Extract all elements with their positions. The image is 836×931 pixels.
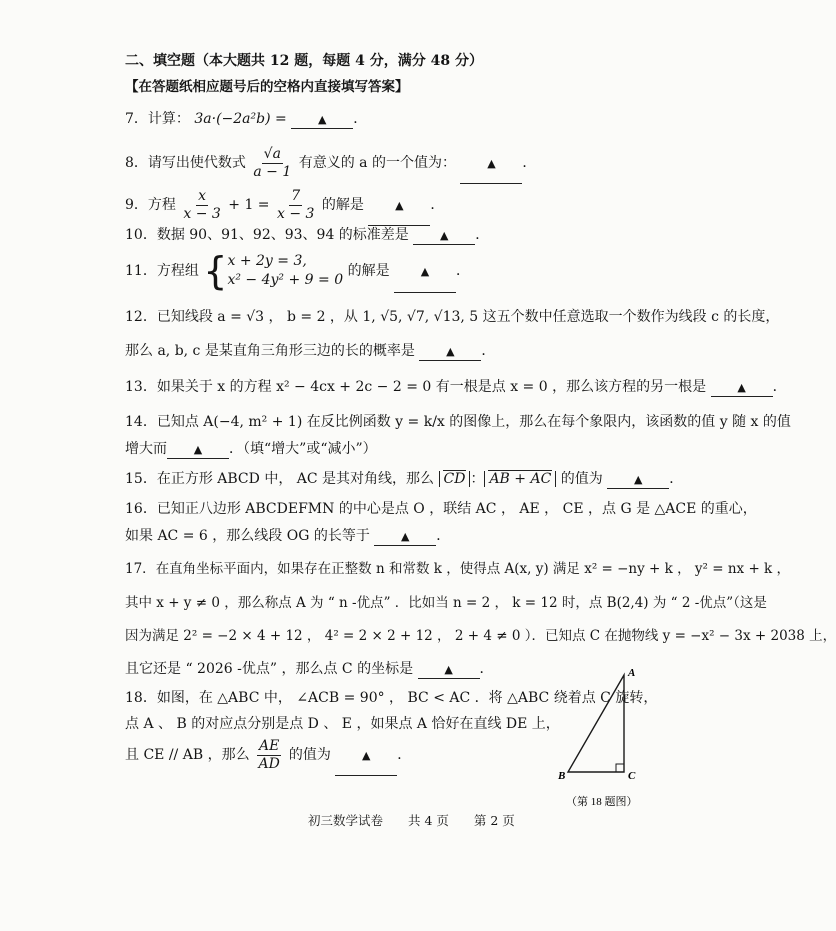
question-text: 的解是 [347, 263, 390, 279]
triangle-marker-icon: ▲ [317, 113, 327, 126]
section-instruction: 【在答题纸相应题号后的空格内直接填写答案】 [125, 79, 409, 95]
question-number: 12． [125, 309, 157, 325]
triangle-marker-icon: ▲ [444, 663, 453, 676]
question-text: 那么 a, b, c 是某直角三角形三边的长的概率是 [125, 343, 415, 359]
figure-caption: （第 18 题图） [566, 796, 638, 808]
question-number: 16． [125, 501, 157, 517]
fraction-numerator: √a [263, 145, 281, 162]
question-text: 方程组 [156, 263, 199, 279]
question-number: 9． [125, 197, 148, 213]
question-9: 9．方程 $\frac{x}{x - 3}$ + 1 = $\frac{7}{x - 3}$ 的解是 ▲ ． [125, 185, 444, 227]
question-text: 方程 [147, 197, 176, 213]
figure-label-a: A [628, 667, 636, 679]
equation: x² − 4y² + 9 = 0 [227, 272, 344, 288]
question-10: 10．数据 90、91、92、93、94 的标准差是 ▲ ． [125, 227, 490, 243]
answer-blank[interactable] [711, 377, 773, 397]
answer-blank[interactable] [413, 225, 475, 245]
equation: x + 2y = 3, [227, 253, 307, 269]
triangle-marker-icon: ▲ [487, 157, 496, 170]
triangle-marker-icon: ▲ [633, 473, 643, 486]
figure-label-c: C [628, 770, 636, 782]
triangle-marker-icon: ▲ [395, 199, 404, 212]
equation-system [227, 252, 343, 290]
question-8: 8．请写出使代数式 $\frac{√a}{a - 1}$ 有意义的 a 的一个值为： ▲ ． [125, 143, 536, 185]
fraction-numerator: x [198, 187, 207, 204]
question-text: 且 CE // AB ，那么 [125, 747, 250, 763]
question-number: 8． [125, 155, 148, 171]
triangle-marker-icon: ▲ [440, 229, 449, 242]
answer-blank[interactable] [418, 659, 480, 679]
question-number: 13． [125, 379, 157, 395]
math-expression: + 1 = [228, 197, 270, 213]
question-text: ．（填“增大”或“减小”） [229, 441, 377, 457]
question-number: 18． [125, 690, 157, 706]
question-text: 有意义的 a 的一个值为： [298, 155, 456, 171]
question-7: 7．计算： 3a·(−2a²b) = ▲ ． [125, 111, 368, 127]
left-brace-icon: { [203, 249, 228, 293]
question-text: 请写出使代数式 [147, 155, 246, 171]
question-text: 计算： [147, 111, 190, 127]
answer-blank[interactable] [460, 142, 522, 184]
triangle-marker-icon: ▲ [420, 265, 430, 278]
page-footer: 初三数学试卷 共 4 页 第 2 页 [308, 813, 515, 828]
figure-label-b: B [558, 770, 566, 782]
fraction-numerator: 7 [291, 187, 301, 204]
fraction-denominator: x − 3 [277, 205, 315, 222]
answer-blank[interactable] [167, 439, 229, 459]
question-number: 15． [125, 471, 157, 487]
answer-blank[interactable] [607, 469, 669, 489]
question-number: 11． [125, 263, 157, 279]
question-13: 13．如果关于 x 的方程 x² − 4cx + 2c − 2 = 0 有一根是点 x = 0 ，那么该方程的另一根是 ▲ ． [125, 379, 787, 395]
answer-blank[interactable] [368, 184, 430, 226]
question-16-line2: 如果 AC = 6 ，那么线段 OG 的长等于 ▲ ． [125, 528, 451, 544]
question-text: 点 A 、 B 的对应点分别是点 D 、 E ，如果点 A 恰好在直线 DE 上， [125, 716, 560, 732]
fraction-denominator: a − 1 [253, 163, 292, 180]
fraction-denominator: x − 3 [183, 205, 221, 222]
triangle-marker-icon: ▲ [362, 749, 371, 762]
question-17-line2 [125, 594, 767, 612]
question-number: 17． [125, 561, 156, 577]
question-text: 因为满足 2² = −2 × 4 + 12 ， 4² = 2 × 2 + 12 ， 2 + 4 ≠ 0 ）．已知点 C 在抛物线 y = −x² − 3x + 2038 上， [125, 628, 836, 644]
question-text: 其中 x + y ≠ 0 ，那么称点 A 为 “ n -优点” ．比如当 n = 2 ， k = 12 时，点 B(2,4) 为 “ 2 -优点”（这是 [125, 595, 767, 611]
question-text: 的解是 [321, 197, 364, 213]
question-number: 7． [125, 111, 148, 127]
answer-blank[interactable] [291, 109, 353, 129]
fraction [183, 188, 220, 223]
triangle-marker-icon: ▲ [446, 345, 455, 358]
question-text: 如果 AC = 6 ，那么线段 OG 的长等于 [125, 528, 370, 544]
question-14-line2 [125, 440, 377, 460]
triangle-marker-icon: ▲ [193, 443, 203, 456]
question-text: 已知点 A(−4, m² + 1) 在反比例函数 y = k/x 的图像上，那么在每个象限内，该函数的值 y 随 x 的值 [156, 414, 791, 430]
question-text: 数据 90、91、92、93、94 的标准差是 [156, 227, 409, 243]
answer-blank[interactable] [394, 249, 456, 293]
question-text: 在直角坐标平面内，如果存在正整数 n 和常数 k ，使得点 A(x, y) 满足 x² = −ny + k ， y² = nx + k ， [155, 561, 791, 577]
triangle-marker-icon: ▲ [737, 381, 746, 394]
triangle-abc [568, 675, 624, 772]
question-17-line4: 且它还是 “ 2026 -优点” ，那么点 C 的坐标是 ▲ ． [125, 661, 494, 677]
question-text: 的值为 [560, 471, 603, 487]
triangle-marker-icon: ▲ [401, 530, 410, 543]
vector-magnitude: AB + AC [484, 471, 556, 487]
question-12-line2: 那么 a, b, c 是某直角三角形三边的长的概率是 ▲ ． [125, 343, 496, 359]
question-text: 且它还是 “ 2026 -优点” ，那么点 C 的坐标是 [125, 661, 414, 677]
fraction-denominator: AD [258, 755, 280, 772]
colon: ： [470, 471, 485, 487]
question-14-line1 [125, 413, 791, 431]
fraction-numerator: AE [259, 737, 280, 754]
triangle-figure [550, 660, 660, 820]
answer-blank[interactable] [419, 341, 481, 361]
question-number: 14． [125, 414, 157, 430]
question-text: 已知正八边形 ABCDEFMN 的中心是点 O ，联结 AC ， AE ， CE ，点 G 是 △ACE 的重心， [156, 501, 757, 517]
question-16-line1 [125, 500, 757, 518]
question-12-line1 [125, 308, 779, 326]
question-text: 如果关于 x 的方程 x² − 4cx + 2c − 2 = 0 有一根是点 x = 0 ，那么该方程的另一根是 [156, 379, 707, 395]
math-expression: 3a·(−2a²b) = [194, 111, 287, 127]
question-text: 增大而 [125, 441, 167, 457]
question-number: 10． [125, 227, 157, 243]
question-18-line3: 且 CE // AB ，那么 $\frac{AE}{AD}$ 的值为 ▲ ． [125, 735, 411, 777]
fraction [257, 738, 281, 773]
question-11: 11．方程组 { x + 2y = 3, x² − 4y² + 9 = 0 的解是 ▲ ． [125, 249, 471, 293]
question-text: 已知线段 a = √3 ， b = 2 ，从 1, √5, √7, √13, 5 这五个数中任意选取一个数作为线段 c 的长度， [156, 309, 780, 325]
fraction [253, 146, 291, 181]
question-17-line3 [125, 627, 836, 645]
question-text: 如图，在 △ABC 中， ∠ACB = 90° ， BC < AC ．将 △ABC 绕着点 C 旋转， [156, 690, 658, 706]
question-text: 的值为 [288, 747, 331, 763]
question-15: 15．在正方形 ABCD 中， AC 是其对角线，那么 CD ： AB + AC 的值为 ▲ ． [125, 471, 684, 487]
question-text: 在正方形 ABCD 中， AC 是其对角线，那么 [156, 471, 435, 487]
question-17-line1 [125, 560, 790, 578]
fraction [277, 188, 314, 223]
question-18-line2 [125, 715, 560, 733]
answer-blank[interactable] [374, 526, 436, 546]
right-angle-marker [616, 764, 624, 772]
answer-blank[interactable] [335, 734, 397, 776]
section-title: 二、填空题（本大题共 12 题，每题 4 分，满分 48 分） [125, 53, 483, 69]
vector-magnitude: CD [439, 471, 471, 487]
